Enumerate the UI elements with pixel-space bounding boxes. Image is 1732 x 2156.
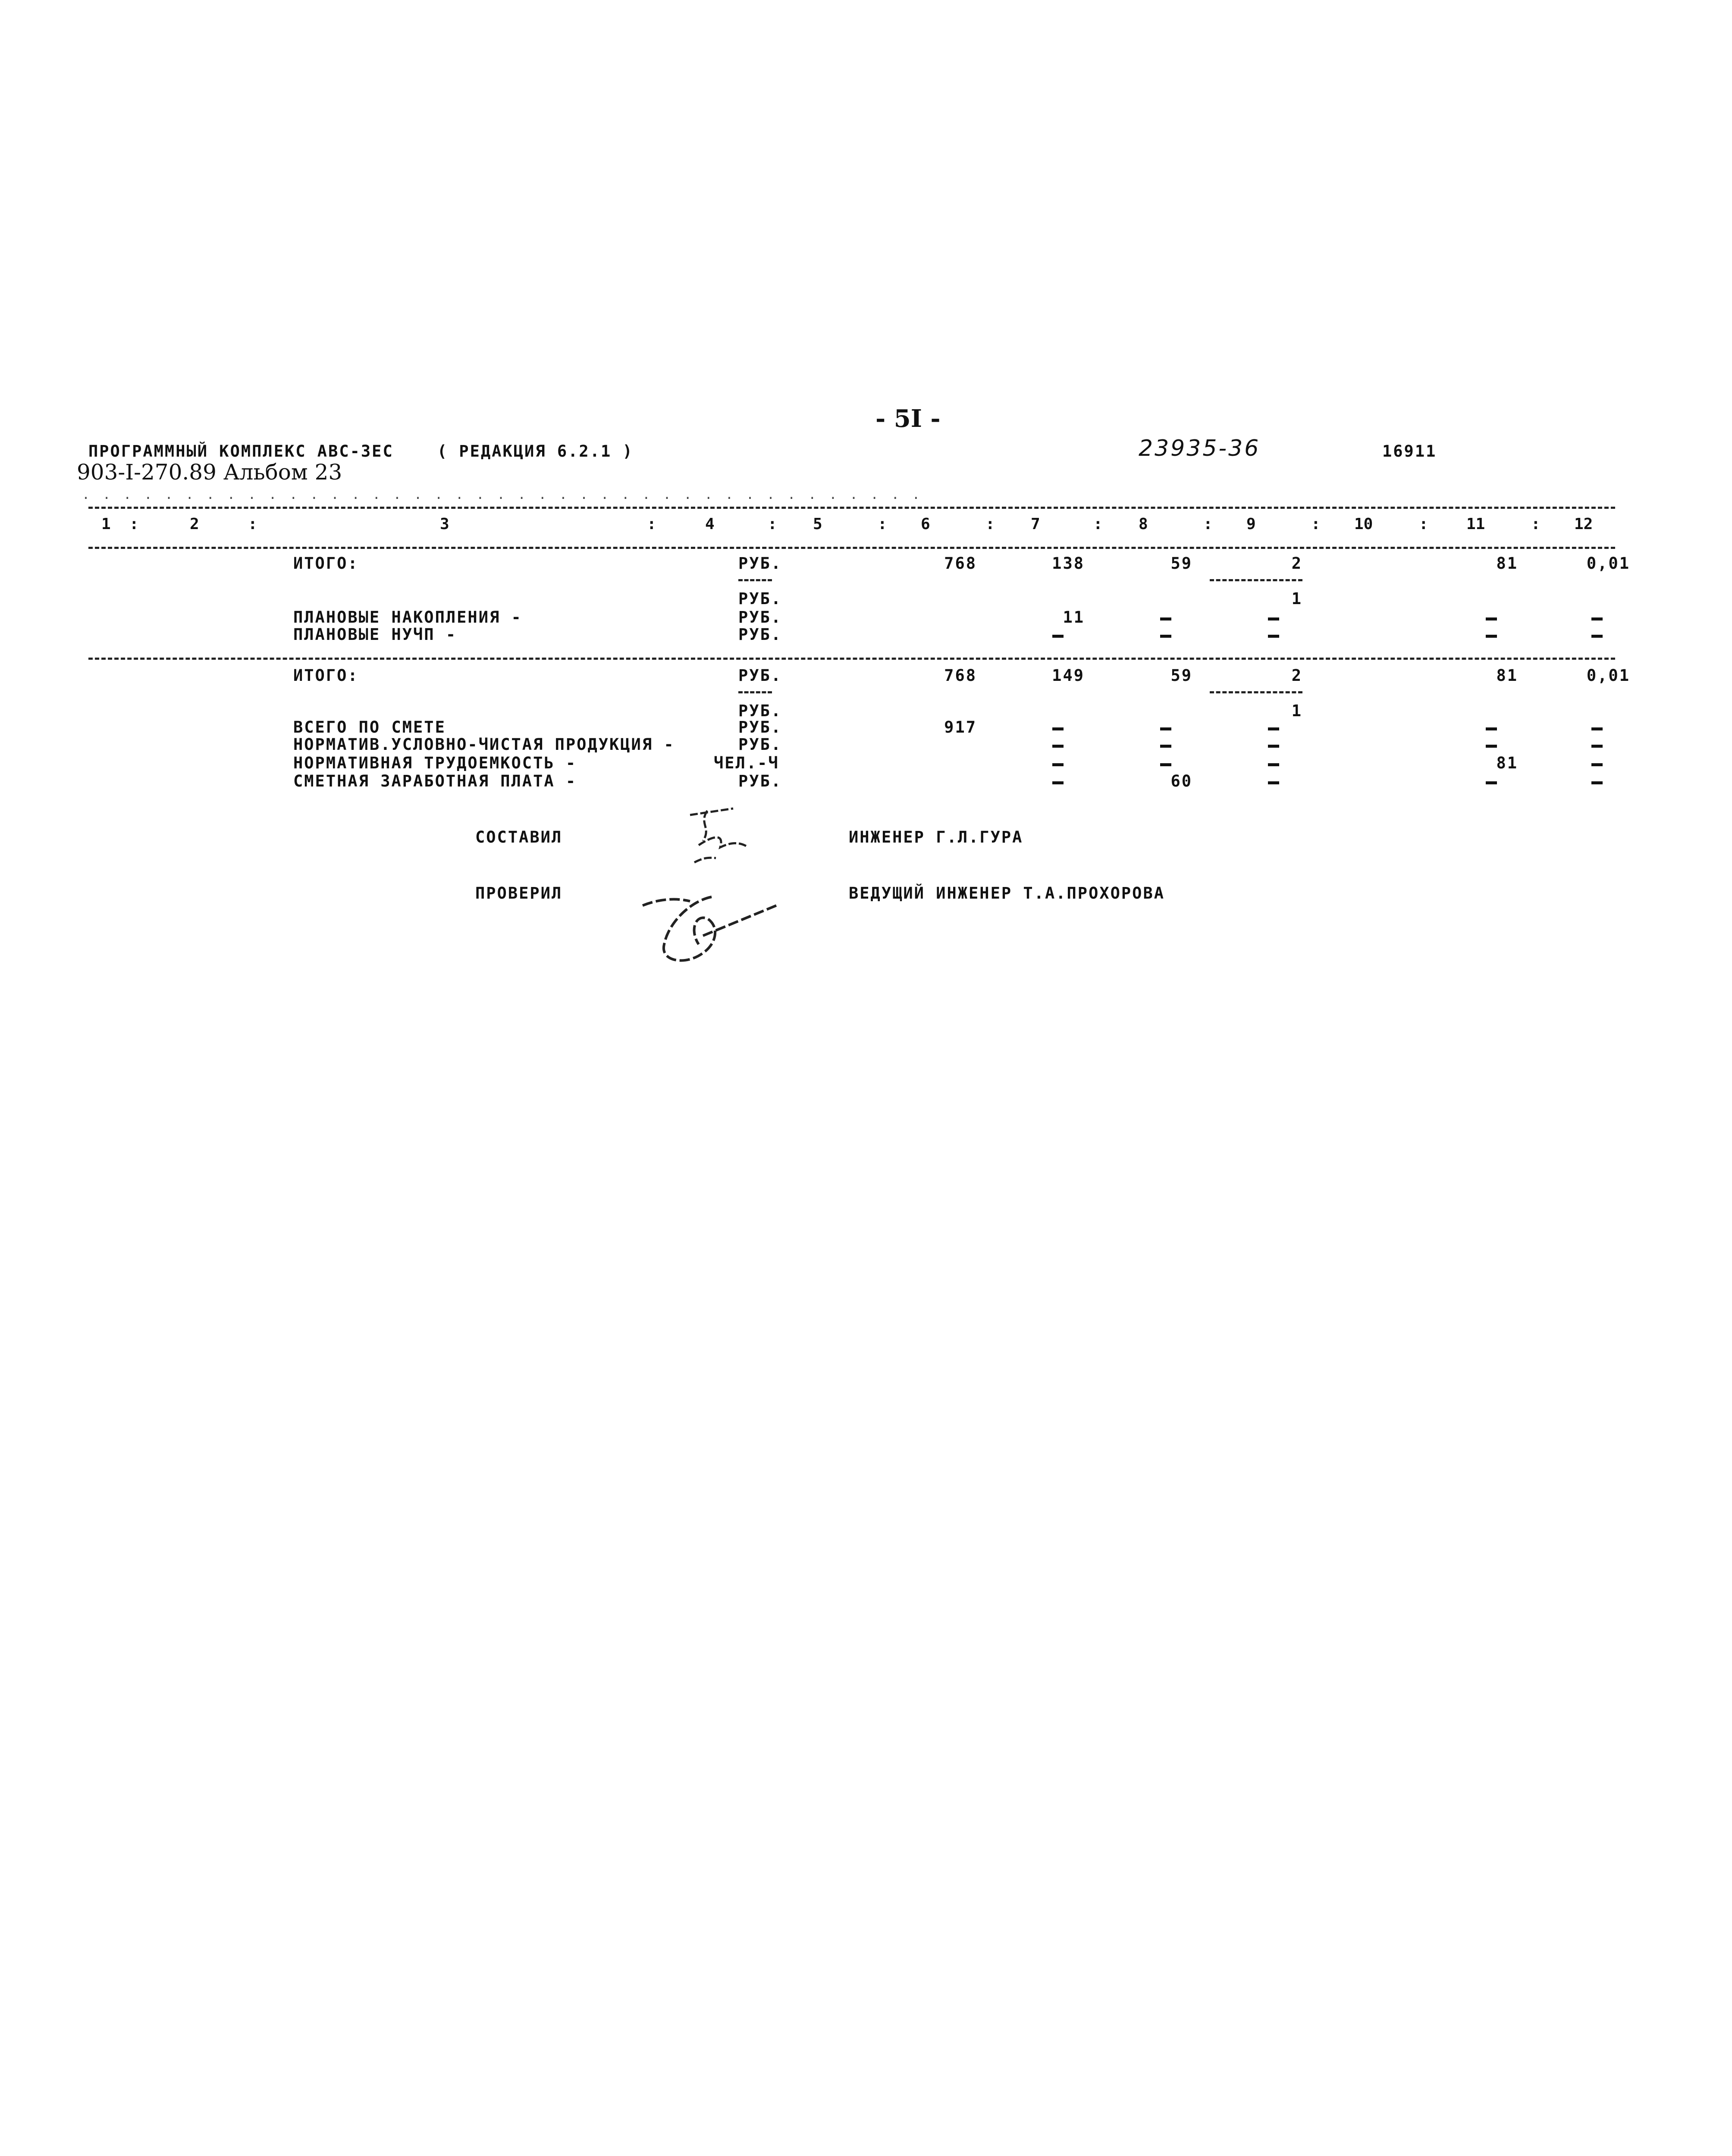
album-reference: 903-I-270.89 Альбом 23	[77, 460, 342, 485]
column-separator: :	[1203, 515, 1213, 533]
empty-dash	[1591, 763, 1603, 766]
empty-dash	[1052, 763, 1064, 766]
column-number-6: 6	[921, 515, 930, 533]
row-unit: ЧЕЛ.-Ч	[714, 754, 779, 772]
empty-dash	[1268, 727, 1279, 730]
empty-dash	[1052, 781, 1064, 784]
col9-underline	[1210, 691, 1302, 693]
row-label: НОРМАТИВНАЯ ТРУДОЕМКОСТЬ -	[293, 754, 577, 772]
total-label: ИТОГО:	[293, 554, 359, 573]
total-c7: 149	[1052, 666, 1085, 685]
table-top-rule	[88, 507, 1615, 509]
row-unit: РУБ.	[738, 608, 782, 627]
empty-dash	[1268, 617, 1279, 620]
empty-dash	[1591, 745, 1603, 748]
column-separator: :	[248, 515, 257, 533]
column-separator: :	[985, 515, 995, 533]
empty-dash	[1268, 781, 1279, 784]
empty-dash	[1268, 763, 1279, 766]
program-edition: ( РЕДАКЦИЯ 6.2.1 )	[437, 442, 634, 461]
unit-underline	[738, 691, 772, 693]
page-number: - 5I -	[875, 404, 941, 433]
sub-unit: РУБ.	[738, 589, 782, 608]
sub-unit: РУБ.	[738, 702, 782, 720]
column-number-10: 10	[1354, 515, 1373, 533]
signature-checker	[638, 888, 785, 975]
column-number-4: 4	[705, 515, 715, 533]
column-separator: :	[768, 515, 777, 533]
total-c9: 2	[1291, 554, 1302, 573]
row-c11: 81	[1496, 754, 1518, 772]
column-separator: :	[129, 515, 139, 533]
row-label: ПЛАНОВЫЕ НАКОПЛЕНИЯ -	[293, 608, 522, 627]
empty-dash	[1160, 763, 1171, 766]
total-c9: 2	[1291, 666, 1302, 685]
total-c11: 81	[1496, 666, 1518, 685]
column-separator: :	[647, 515, 656, 533]
empty-dash	[1160, 745, 1171, 748]
row-unit: РУБ.	[738, 625, 782, 644]
empty-dash	[1052, 635, 1064, 638]
column-number-2: 2	[190, 515, 199, 533]
total-c8: 59	[1170, 666, 1192, 685]
total-c11: 81	[1496, 554, 1518, 573]
column-number-12: 12	[1574, 515, 1593, 533]
total-c12: 0,01	[1586, 666, 1630, 685]
column-number-1: 1	[101, 515, 111, 533]
program-name: ПРОГРАММНЫЙ КОМПЛЕКС АВС-ЗЕС	[88, 442, 394, 461]
empty-dash	[1486, 781, 1497, 784]
column-number-9: 9	[1246, 515, 1256, 533]
column-separator: :	[878, 515, 887, 533]
program-header	[88, 442, 634, 461]
column-separator: :	[1531, 515, 1541, 533]
total-c7: 138	[1052, 554, 1085, 573]
row-c8: 60	[1170, 772, 1192, 790]
row-label: ПЛАНОВЫЕ НУЧП -	[293, 625, 457, 644]
column-number-8: 8	[1139, 515, 1148, 533]
row-unit: РУБ.	[738, 718, 782, 736]
column-separator: :	[1311, 515, 1321, 533]
col9-underline	[1210, 579, 1302, 581]
empty-dash	[1268, 745, 1279, 748]
column-number-5: 5	[813, 515, 822, 533]
total-c6: 768	[944, 554, 977, 573]
empty-dash	[1052, 745, 1064, 748]
doc-number: 16911	[1382, 442, 1437, 461]
empty-dash	[1486, 745, 1497, 748]
empty-dash	[1486, 727, 1497, 730]
row-label: СМЕТНАЯ ЗАРАБОТНАЯ ПЛАТА -	[293, 772, 577, 790]
empty-dash	[1591, 635, 1603, 638]
column-header-rule	[88, 547, 1615, 549]
row-unit: РУБ.	[738, 772, 782, 790]
column-number-7: 7	[1031, 515, 1040, 533]
empty-dash	[1591, 781, 1603, 784]
empty-dash	[1160, 727, 1171, 730]
row-c7: 11	[1063, 608, 1085, 627]
composed-label: СОСТАВИЛ	[475, 828, 563, 846]
empty-dash	[1160, 617, 1171, 620]
signature-composer	[673, 806, 759, 871]
row-label: НОРМАТИВ.УСЛОВНО-ЧИСТАЯ ПРОДУКЦИЯ -	[293, 735, 675, 754]
dotted-line: . . . . . . . . . . . . . . . . . . . . . . . . . . . . . . . . . . . . . . . . .	[82, 487, 922, 502]
empty-dash	[1160, 635, 1171, 638]
empty-dash	[1486, 635, 1497, 638]
unit-underline	[738, 579, 772, 581]
column-number-3: 3	[440, 515, 449, 533]
composed-name: ИНЖЕНЕР Г.Л.ГУРА	[849, 828, 1023, 846]
total-unit: РУБ.	[738, 666, 782, 685]
handwritten-number: 23935-36	[1139, 436, 1261, 461]
checked-label: ПРОВЕРИЛ	[475, 884, 563, 903]
section-rule	[88, 658, 1615, 660]
sub-col9: 1	[1291, 589, 1302, 608]
total-c6: 768	[944, 666, 977, 685]
column-separator: :	[1419, 515, 1428, 533]
column-separator: :	[1093, 515, 1103, 533]
total-c8: 59	[1170, 554, 1192, 573]
sub-col9: 1	[1291, 702, 1302, 720]
empty-dash	[1486, 617, 1497, 620]
row-unit: РУБ.	[738, 735, 782, 754]
checked-name: ВЕДУЩИЙ ИНЖЕНЕР Т.А.ПРОХОРОВА	[849, 884, 1165, 903]
total-unit: РУБ.	[738, 554, 782, 573]
empty-dash	[1591, 617, 1603, 620]
row-label: ВСЕГО ПО СМЕТЕ	[293, 718, 446, 736]
empty-dash	[1052, 727, 1064, 730]
total-label: ИТОГО:	[293, 666, 359, 685]
row-c6: 917	[944, 718, 977, 736]
total-c12: 0,01	[1586, 554, 1630, 573]
empty-dash	[1591, 727, 1603, 730]
empty-dash	[1268, 635, 1279, 638]
column-number-11: 11	[1466, 515, 1485, 533]
